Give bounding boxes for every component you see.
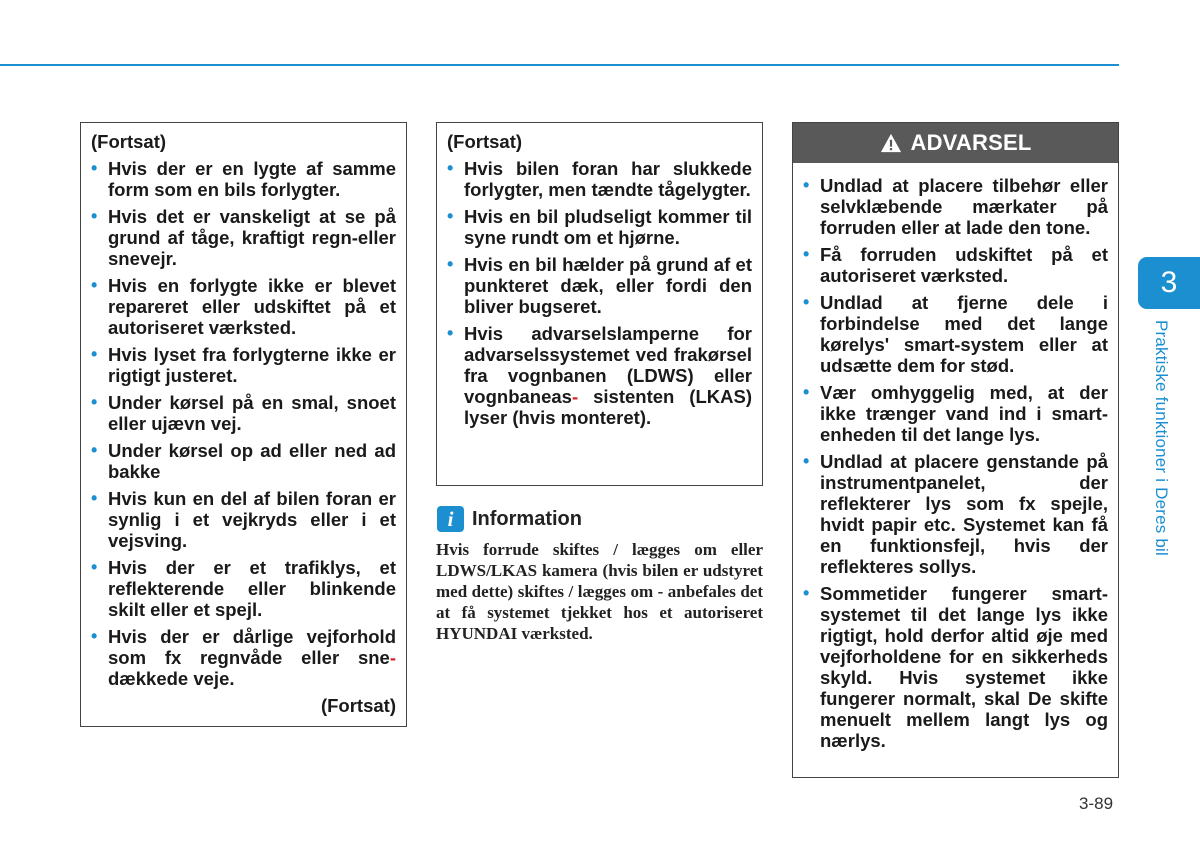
list-item bbox=[447, 158, 752, 200]
bullet-icon: • bbox=[91, 440, 98, 460]
continued-label-top: (Fortsat) bbox=[91, 131, 167, 152]
list-item-text: Sommetider fungerer smart-systemet til det lange lys ikke rigtigt, hold derfor altid øje med vejforholdene for en sikkerheds skyld. Hvis systemet ikke fungerer normalt, skal De skifte menuelt mellem langt lys og nærlys. bbox=[820, 583, 1108, 751]
list-item-text: Hvis det er vanskeligt at se på grund af tåge, kraftigt regn-eller snevejr. bbox=[108, 206, 396, 269]
list-item-text: Hvis en bil hælder på grund af et punkteret dæk, eller fordi den bliver bugseret. bbox=[464, 254, 752, 317]
list-item-text: Under kørsel op ad eller ned ad bakke bbox=[108, 440, 396, 482]
bullet-icon: • bbox=[447, 254, 454, 274]
hyphen-mark: - bbox=[571, 386, 579, 407]
chapter-tab: 3 bbox=[1138, 257, 1200, 309]
list-item bbox=[91, 440, 396, 482]
bullet-icon: • bbox=[91, 626, 98, 646]
condition-list bbox=[447, 158, 752, 428]
list-item-text: Hvis bilen foran har slukkede forlygter, men tændte tågelygter. bbox=[464, 158, 752, 200]
bullet-icon: • bbox=[803, 451, 810, 471]
list-item bbox=[447, 254, 752, 317]
list-item bbox=[803, 382, 1108, 445]
warning-list bbox=[803, 175, 1108, 751]
list-item-text: Undlad at fjerne dele i forbindelse med det lange kørelys' smart-system eller at udsætte dem for stød. bbox=[820, 292, 1108, 376]
warning-triangle-icon bbox=[880, 132, 902, 154]
bullet-icon: • bbox=[447, 206, 454, 226]
bullet-icon: • bbox=[91, 275, 98, 295]
bullet-icon: • bbox=[803, 175, 810, 195]
bullet-icon: • bbox=[91, 557, 98, 577]
list-item-text: Få forruden udskiftet på et autoriseret værksted. bbox=[820, 244, 1108, 286]
bullet-icon: • bbox=[803, 382, 810, 402]
bullet-icon: • bbox=[91, 158, 98, 178]
warning-box bbox=[792, 122, 1119, 778]
information-text: Hvis forrude skiftes / lægges om eller LDWS/LKAS kamera (hvis bilen er udstyret med dette) skiftes / lægges om - anbefales det at få systemet tjekket hos et autoriseret HYUNDAI værksted. bbox=[436, 540, 763, 643]
list-item-text: Undlad at placere genstande på instrumentpanelet, der reflekterer lys som fx spejle, hvidt papir etc. Systemet kan få en funktionsfejl, hvis der reflekteres sollys. bbox=[820, 451, 1108, 577]
warning-body bbox=[793, 163, 1118, 751]
list-item bbox=[91, 275, 396, 338]
bullet-icon: • bbox=[91, 488, 98, 508]
top-rule bbox=[0, 64, 1119, 66]
list-item-text: Hvis advarselslamperne for advarselssystemet ved frakørsel fra vognbanen (LDWS) eller vognbaneas bbox=[464, 323, 752, 407]
bullet-icon: • bbox=[91, 206, 98, 226]
list-item-text: Hvis en bil pludseligt kommer til syne rundt om et hjørne. bbox=[464, 206, 752, 248]
page-number: 3-89 bbox=[1079, 794, 1114, 813]
list-item bbox=[91, 344, 396, 386]
bullet-icon: • bbox=[91, 392, 98, 412]
list-item-text: Hvis kun en del af bilen foran er synlig i et vejkryds eller i et vejsving. bbox=[108, 488, 396, 551]
list-item bbox=[91, 392, 396, 434]
list-item bbox=[803, 175, 1108, 238]
list-item-text: Hvis der er en lygte af samme form som en bils forlygter. bbox=[108, 158, 396, 200]
information-title: Information bbox=[472, 507, 582, 530]
chapter-title: Praktiske funktioner i Deres bil bbox=[1152, 320, 1171, 556]
hyphen-mark: - bbox=[389, 647, 396, 668]
bullet-icon: • bbox=[91, 344, 98, 364]
continued-label-top: (Fortsat) bbox=[447, 131, 523, 152]
list-item-text: Undlad at placere tilbehør eller selvklæbende mærkater på forruden eller at lade den tone. bbox=[820, 175, 1108, 238]
list-item bbox=[91, 557, 396, 620]
bullet-icon: • bbox=[803, 244, 810, 264]
list-item bbox=[803, 451, 1108, 577]
bullet-icon: • bbox=[803, 583, 810, 603]
warning-header bbox=[793, 123, 1118, 163]
continued-label-bottom: (Fortsat) bbox=[320, 695, 396, 716]
list-item bbox=[91, 206, 396, 269]
list-item bbox=[803, 244, 1108, 286]
list-item-text: Hvis en forlygte ikke er blevet repareret eller udskiftet på et autoriseret værksted. bbox=[108, 275, 396, 338]
list-item-text-cont: dækkede veje. bbox=[108, 668, 235, 689]
warning-title: ADVARSEL bbox=[910, 130, 1032, 155]
bullet-icon: • bbox=[447, 158, 454, 178]
bullet-icon: • bbox=[447, 323, 454, 343]
information-heading bbox=[437, 506, 582, 532]
list-item bbox=[91, 158, 396, 200]
list-item-text: Vær omhyggelig med, at der ikke trænger vand ind i smart-enheden til det lange lys. bbox=[820, 382, 1108, 445]
list-item bbox=[803, 292, 1108, 376]
list-item bbox=[91, 488, 396, 551]
list-item bbox=[803, 583, 1108, 751]
condition-list bbox=[91, 158, 396, 689]
info-icon: i bbox=[437, 506, 464, 532]
list-item-text: Hvis der er dårlige vejforhold som fx regnvåde eller sne bbox=[108, 626, 396, 668]
list-item-text: Hvis lyset fra forlygterne ikke er rigtigt justeret. bbox=[108, 344, 396, 386]
list-item-text-cont: sistenten (LKAS) lyser (hvis monteret). bbox=[464, 386, 752, 428]
bullet-icon: • bbox=[803, 292, 810, 312]
list-item bbox=[447, 323, 752, 428]
list-item-text: Hvis der er et trafiklys, et reflekterende eller blinkende skilt eller et spejl. bbox=[108, 557, 396, 620]
continued-box-middle bbox=[436, 122, 763, 486]
list-item bbox=[447, 206, 752, 248]
continued-box-left bbox=[80, 122, 407, 727]
list-item bbox=[91, 626, 396, 689]
list-item-text: Under kørsel på en smal, snoet eller ujævn vej. bbox=[108, 392, 396, 434]
